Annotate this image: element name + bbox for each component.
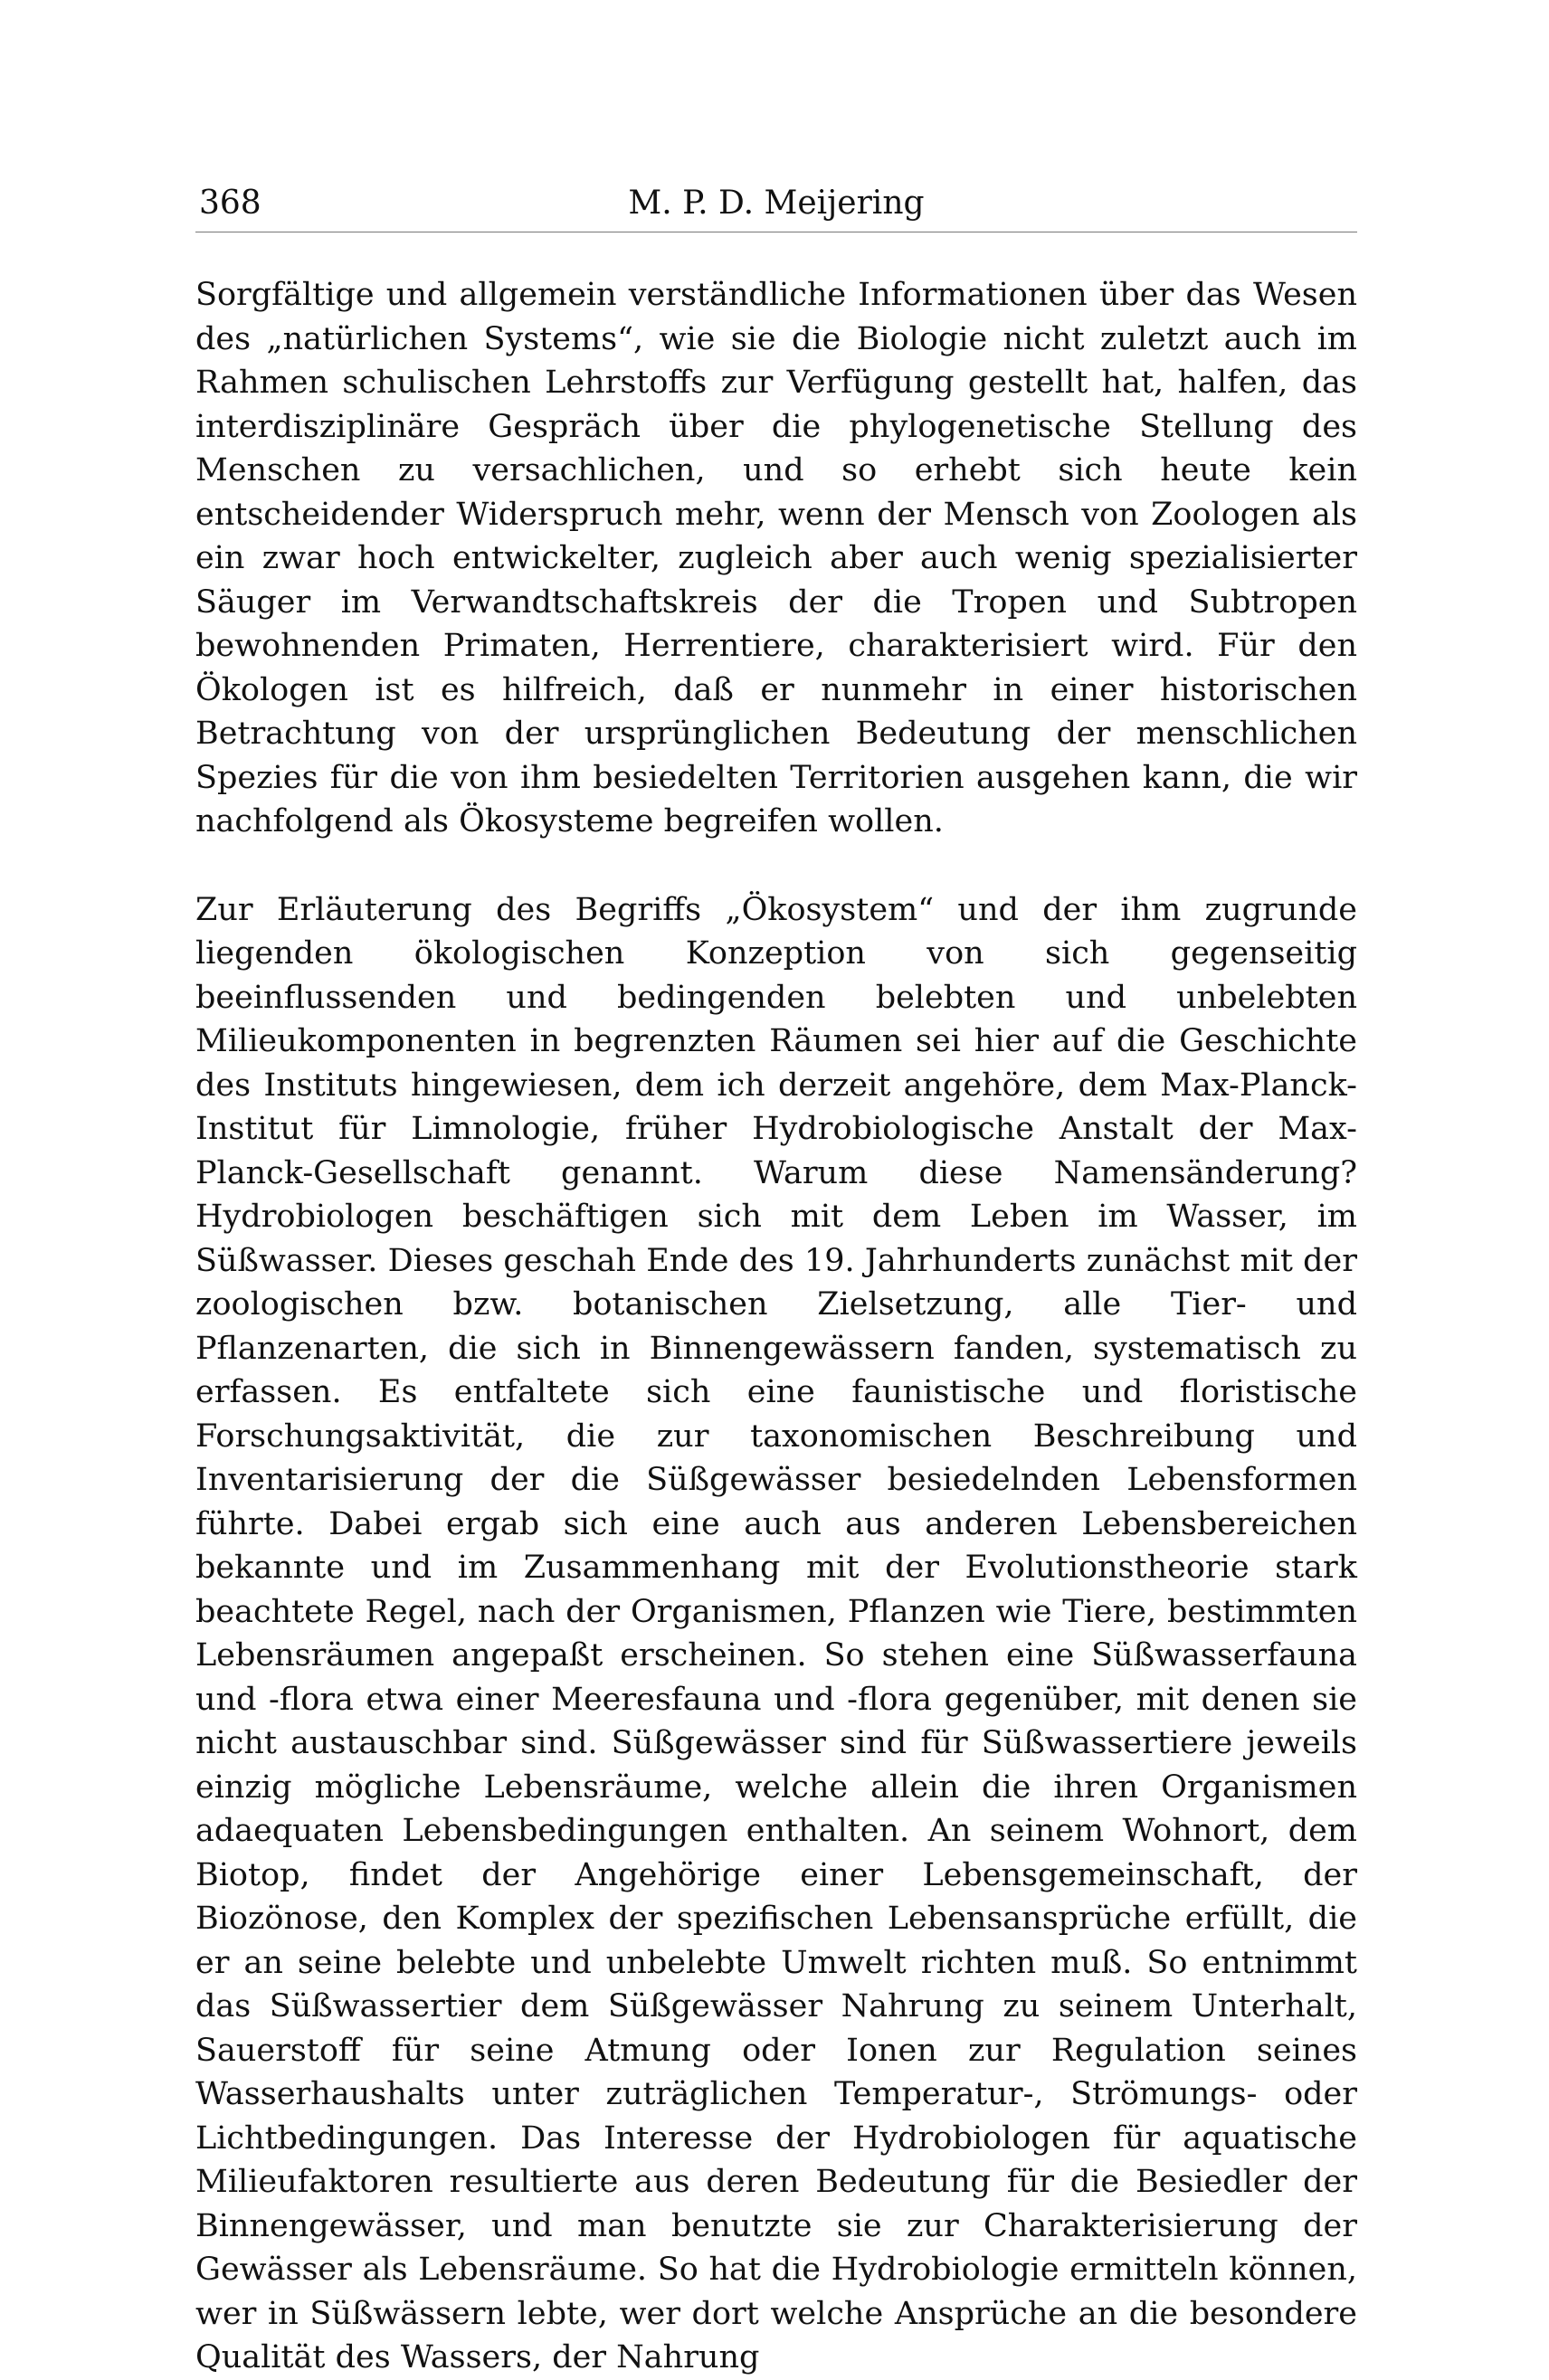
body-text	[195, 273, 1357, 2380]
running-head-author: M. P. D. Meijering	[628, 185, 925, 222]
page	[195, 177, 1357, 2380]
paragraph-1: Sorgfältige und allgemein verständliche Informationen über das Wesen des „natürlichen Systems“, wie sie die Biologie nicht zuletzt auch im Rahmen schulischen Lehrstoffs zur Verfügung gestellt hat, halfen, das interdisziplinäre Gespräch über die phylogenetische Stellung des Menschen zu versachlichen, und so erhebt sich heute kein entscheidender Widerspruch mehr, wenn der Mensch von Zoologen als ein zwar hoch entwickelter, zugleich aber auch wenig spezialisierter Säuger im Verwandtschaftskreis der die Tropen und Subtropen bewohnenden Primaten, Herrentiere, charakterisiert wird. Für den Ökologen ist es hilfreich, daß er nunmehr in einer historischen Betrachtung von der ursprünglichen Bedeutung der menschlichen Spezies für die von ihm besiedelten Territorien ausgehen kann, die wir nachfolgend als Ökosysteme begreifen wollen.	[195, 277, 1357, 839]
page-number: 368	[199, 185, 261, 222]
paragraph-2: Zur Erläuterung des Begriffs „Ökosystem“ und der ihm zugrunde liegenden ökologischen Konzeption von sich gegenseitig beeinflussenden und bedingenden belebten und unbelebten Milieukomponenten in begrenzten Räumen sei hier auf die Geschichte des Instituts hingewiesen, dem ich derzeit angehöre, dem Max-Planck-Institut für Limnologie, früher Hydrobiologische Anstalt der Max-Planck-Gesellschaft genannt. Warum diese Namensänderung? Hydrobiologen beschäftigen sich mit dem Leben im Wasser, im Süßwasser. Dieses geschah Ende des 19. Jahrhunderts zunächst mit der zoologischen bzw. botanischen Zielsetzung, alle Tier- und Pflanzenarten, die sich in Binnengewässern fanden, systematisch zu erfassen. Es entfaltete sich eine faunistische und floristische Forschungsaktivität, die zur taxonomischen Beschreibung und Inventarisierung der die Süßgewässer besiedelnden Lebensformen führte. Dabei ergab sich eine auch aus anderen Lebensbereichen bekannte und im Zusammenhang mit der Evolutionstheorie stark beachtete Regel, nach der Organismen, Pflanzen wie Tiere, bestimmten Lebensräumen angepaßt erscheinen. So stehen eine Süßwasserfauna und -flora etwa einer Meeresfauna und -flora gegenüber, mit denen sie nicht austauschbar sind. Süßgewässer sind für Süßwassertiere jeweils einzig mögliche Lebensräume, welche allein die ihren Organismen adaequaten Lebensbedingungen enthalten. An seinem Wohnort, dem Biotop, findet der Angehörige einer Lebensgemeinschaft, der Biozönose, den Komplex der spezifischen Lebensansprüche erfüllt, die er an seine belebte und unbelebte Umwelt richten muß. So entnimmt das Süßwassertier dem Süßgewässer Nahrung zu seinem Unterhalt, Sauerstoff für seine Atmung oder Ionen zur Regulation seines Wasserhaushalts unter zuträglichen Temperatur-, Strömungs- oder Lichtbedingungen. Das Interesse der Hydrobiologen für aquatische Milieufaktoren resultierte aus deren Bedeutung für die Besiedler der Binnengewässer, und man benutzte sie zur Charakterisierung der Gewässer als Lebensräume. So hat die Hydrobiologie ermitteln können, wer in Süßwässern lebte, wer dort welche Ansprüche an die besondere Qualität des Wassers, der Nahrung	[195, 891, 1357, 2375]
running-head	[195, 177, 1357, 235]
